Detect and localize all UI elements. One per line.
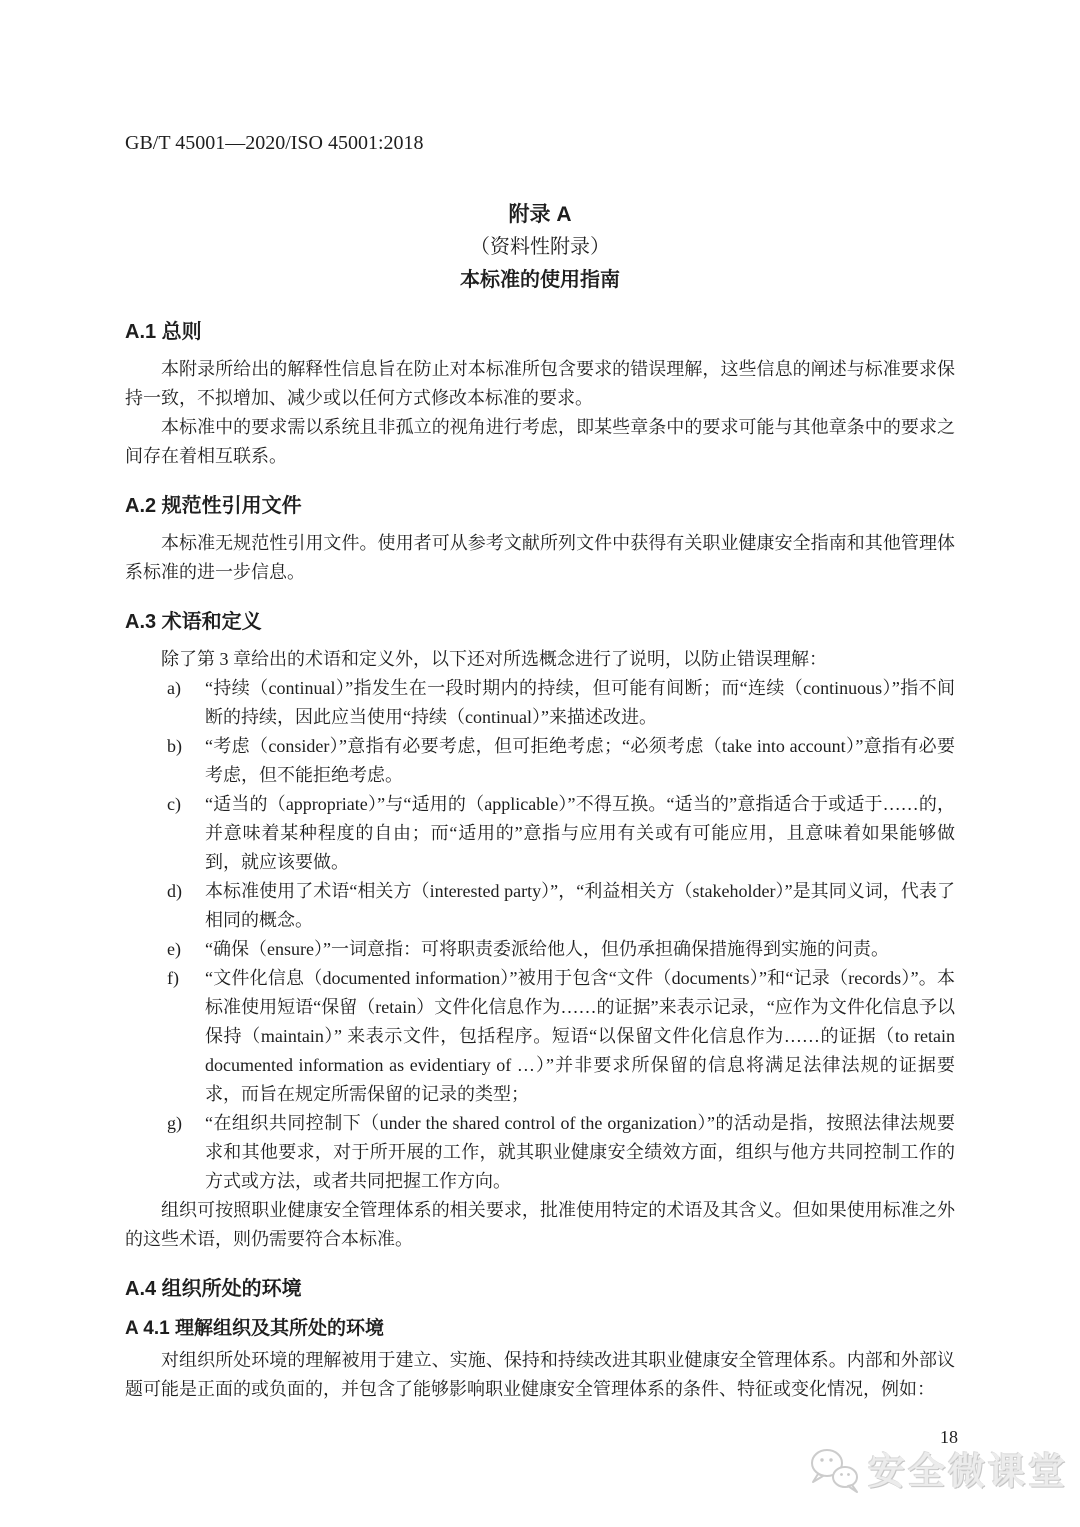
section-heading-a3: A.3 术语和定义	[125, 611, 262, 633]
appendix-label: 附录 A	[508, 203, 572, 226]
appendix-title-block	[125, 198, 955, 297]
wechat-icon	[806, 1446, 864, 1496]
term-item-g	[125, 1109, 955, 1196]
term-definition-list	[125, 674, 955, 1196]
term-item-label: d)	[167, 881, 182, 901]
term-item-d	[125, 877, 955, 935]
term-item-label: a)	[167, 678, 181, 698]
paragraph: 除了第 3 章给出的术语和定义外，以下还对所选概念进行了说明，以防止错误理解：	[161, 649, 827, 669]
term-item-text: “适当的（appropriate）”与“适用的（applicable）”不得互换。“适当的”意指适合于或适于……的，并意味着某种程度的自由；而“适用的”意指与应用有关或有可能应用，且意味着如果能够做到，就应该要做。	[205, 794, 955, 872]
term-item-text: “考虑（consider）”意指有必要考虑，但可拒绝考虑；“必须考虑（take into account）”意指有必要考虑，但不能拒绝考虑。	[205, 736, 955, 785]
term-item-label: f)	[167, 968, 179, 988]
term-item-text: “持续（continual）”指发生在一段时期内的持续，但可能有间断；而“连续（continuous）”指不间断的持续，因此应当使用“持续（continual）”来描述改进。	[205, 678, 955, 727]
watermark-text: 安全微课堂	[868, 1450, 1068, 1492]
appendix-usage-title: 本标准的使用指南	[460, 269, 620, 291]
section-heading-a1: A.1 总则	[125, 321, 202, 343]
paragraph: 组织可按照职业健康安全管理体系的相关要求，批准使用特定的术语及其含义。但如果使用标准之外的这些术语，则仍需要符合本标准。	[125, 1200, 955, 1249]
appendix-type-note: （资料性附录）	[470, 236, 610, 258]
term-item-text: “文件化信息（documented information）”被用于包含“文件（documents）”和“记录（records）”。本标准使用短语“保留（retain）文件化信息作为……的证据”来表示记录，“应作为文件化信息予以保持（maintain）” 来表示文件，包括程序。短语“以保留文件化信息作为……的证据（to retain documented information as evidentiary of …）”并非要求所保留的信息将满足法律法规的证据要求，而旨在规定所需保留的记录的类型；	[205, 968, 955, 1104]
page-number: 18	[940, 1427, 958, 1447]
watermark	[806, 1446, 1068, 1496]
term-item-text: 本标准使用了术语“相关方（interested party）”，“利益相关方（stakeholder）”是其同义词，代表了相同的概念。	[205, 881, 955, 930]
section-heading-a4: A.4 组织所处的环境	[125, 1278, 302, 1300]
paragraph: 对组织所处环境的理解被用于建立、实施、保持和持续改进其职业健康安全管理体系。内部和外部议题可能是正面的或负面的，并包含了能够影响职业健康安全管理体系的条件、特征或变化情况，例如：	[125, 1350, 955, 1399]
subsection-heading-a41: A 4.1 理解组织及其所处的环境	[125, 1318, 384, 1339]
term-item-text: “在组织共同控制下（under the shared control of the organization）”的活动是指，按照法律法规要求和其他要求，对于所开展的工作，就其职业健康安全绩效方面，组织与他方共同控制工作的方式或方法，或者共同把握工作方向。	[205, 1113, 955, 1191]
doc-standard-number: GB/T 45001—2020/ISO 45001:2018	[125, 132, 424, 154]
section-heading-a2: A.2 规范性引用文件	[125, 495, 302, 517]
term-item-text: “确保（ensure）”一词意指：可将职责委派给他人，但仍承担确保措施得到实施的问责。	[205, 939, 889, 959]
paragraph: 本附录所给出的解释性信息旨在防止对本标准所包含要求的错误理解，这些信息的阐述与标准要求保持一致，不拟增加、减少或以任何方式修改本标准的要求。	[125, 359, 955, 408]
term-item-label: g)	[167, 1113, 182, 1133]
term-item-b	[125, 732, 955, 790]
term-item-label: e)	[167, 939, 181, 959]
term-item-label: c)	[167, 794, 181, 814]
term-item-c	[125, 790, 955, 877]
paragraph: 本标准无规范性引用文件。使用者可从参考文献所列文件中获得有关职业健康安全指南和其他管理体系标准的进一步信息。	[125, 533, 955, 582]
term-item-e	[125, 935, 955, 964]
term-item-label: b)	[167, 736, 182, 756]
paragraph: 本标准中的要求需以系统且非孤立的视角进行考虑，即某些章条中的要求可能与其他章条中的要求之间存在着相互联系。	[125, 417, 955, 466]
term-item-f	[125, 964, 955, 1109]
term-item-a	[125, 674, 955, 732]
